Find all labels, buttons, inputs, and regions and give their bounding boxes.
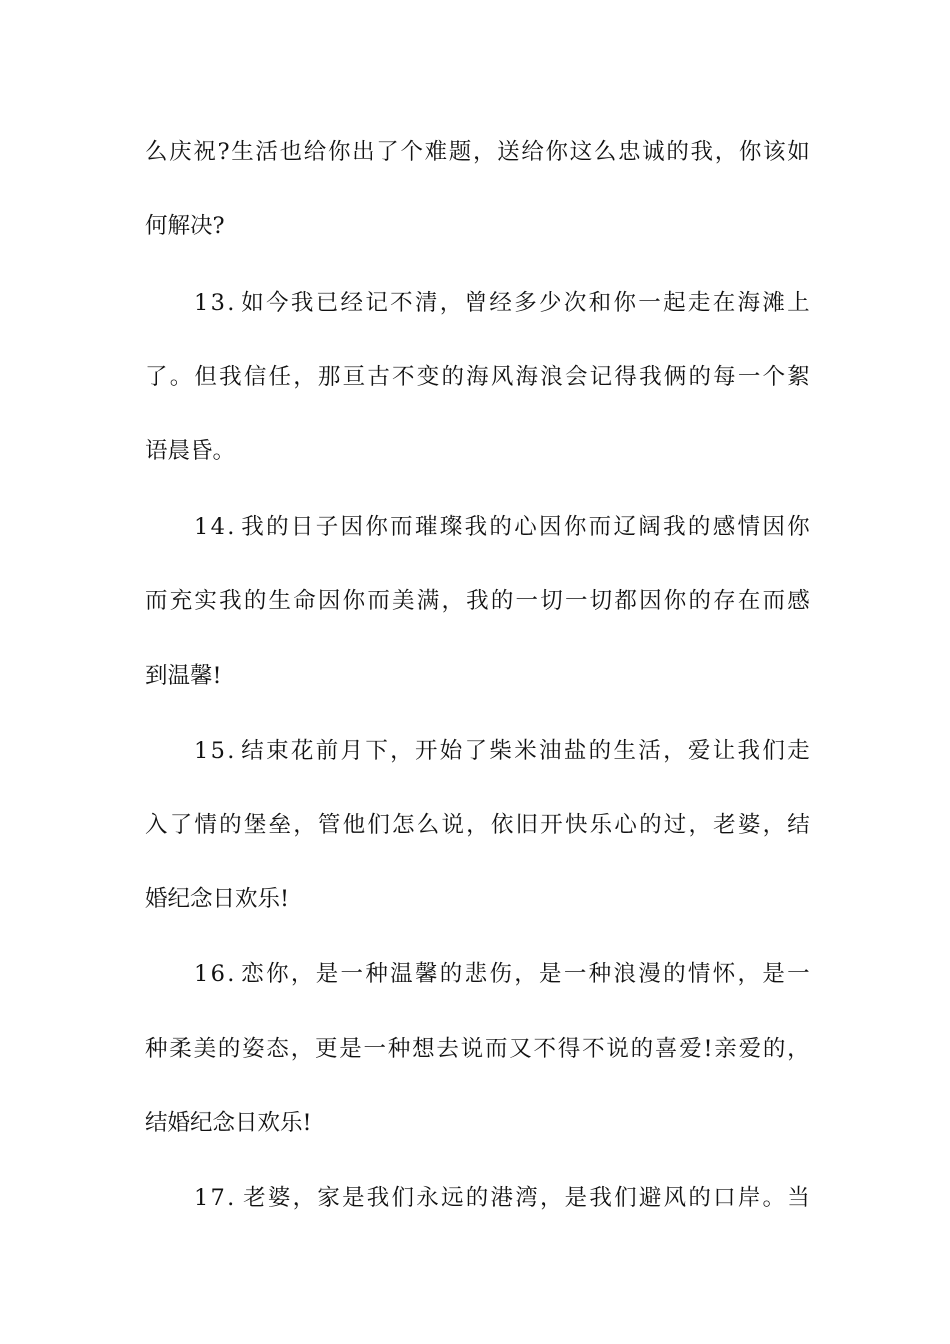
text-line: 何解决? xyxy=(145,213,225,239)
paragraph-14-line: 1 4 . 我 的 日 子 因 你 而 璀 璨 我 的 心 因 你 而 辽 阔 我 的 感 情 因 你 xyxy=(194,514,810,540)
text-line: 婚纪念日欢乐! xyxy=(145,886,290,912)
paragraph-16-line: 1 6 . 恋 你 ， 是 一 种 温 馨 的 悲 伤 ， 是 一 种 浪 漫 的 情 怀 ， 是 一 xyxy=(194,961,810,987)
text-line: 了 。 但 我 信 任 ， 那 亘 古 不 变 的 海 风 海 浪 会 记 得 我 俩 的 每 一 个 絮 xyxy=(145,364,810,390)
text-line: 么 庆 祝 ? 生 活 也 给 你 出 了 个 难 题 ， 送 给 你 这 么 忠 诚 的 我 ， 你 该 如 xyxy=(145,139,810,165)
text-line: 种 柔 美 的 姿 态 ， 更 是 一 种 想 去 说 而 又 不 得 不 说 的 喜 爱 ! 亲 爱 的 ， xyxy=(145,1036,810,1062)
text-line: 到温馨! xyxy=(145,663,222,689)
paragraph-15-line: 1 5 . 结 束 花 前 月 下 ， 开 始 了 柴 米 油 盐 的 生 活 ， 爱 让 我 们 走 xyxy=(194,738,810,764)
text-line: 结婚纪念日欢乐! xyxy=(145,1110,312,1136)
paragraph-17-line: 1 7 . 老 婆 ， 家 是 我 们 永 远 的 港 湾 ， 是 我 们 避 风 的 口 岸 。 当 xyxy=(194,1185,810,1211)
text-line: 而 充 实 我 的 生 命 因 你 而 美 满 ， 我 的 一 切 一 切 都 因 你 的 存 在 而 感 xyxy=(145,588,810,614)
paragraph-13-line: 1 3 . 如 今 我 已 经 记 不 清 ， 曾 经 多 少 次 和 你 一 起 走 在 海 滩 上 xyxy=(194,290,810,316)
text-line: 入 了 情 的 堡 垒 ， 管 他 们 怎 么 说 ， 依 旧 开 快 乐 心 的 过 ， 老 婆 ， 结 xyxy=(145,812,810,838)
text-line: 语晨昏。 xyxy=(145,438,236,464)
